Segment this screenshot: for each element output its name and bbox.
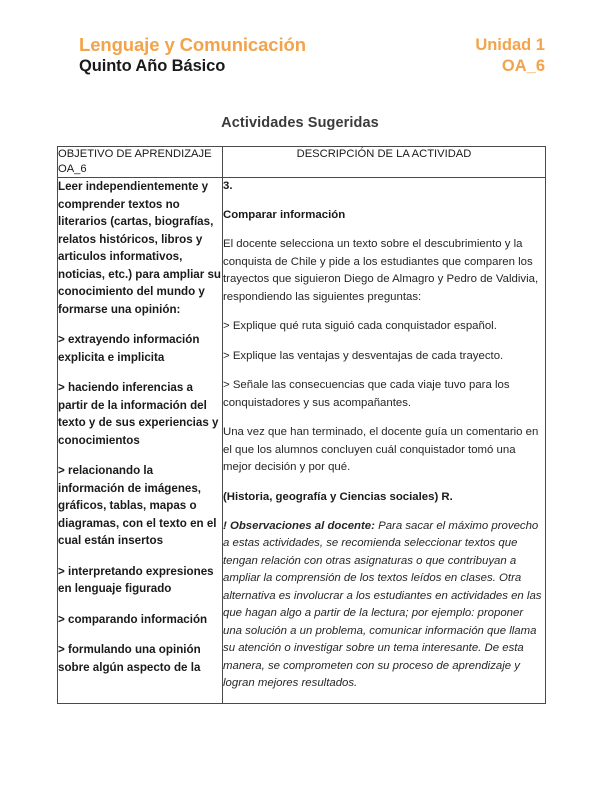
activity-table xyxy=(57,146,546,704)
teacher-note xyxy=(223,518,545,693)
page-header xyxy=(57,34,545,84)
teacher-note-body: Para sacar el máximo provecho a estas actividades, se recomienda seleccionar textos que tengan relación con otras asignaturas o que contribuyan a ampliar la comprensión de los textos leídos en clases. Otra alternativa es involucrar a los estudiantes en actividades en las que hagan algo a partir de la lectura; por ejemplo: proponer una solución a un problema, comunicar información que llama su atención o investigar sobre un tema interesante. De esta manera, se comprometen con su proceso de aprendizaje y logran mejores resultados. xyxy=(223,519,542,689)
activity-number: 3. xyxy=(223,180,233,192)
activity-intro-paragraph: El docente selecciona un texto sobre el descubrimiento y la conquista de Chile y pide a los estudiantes que comparen los trayectos que siguieron Diego de Almagro y Pedro de Valdivia, respondiendo las siguientes preguntas: xyxy=(223,238,539,303)
activity-closing-paragraph: Una vez que han terminado, el docente guía un comentario en el que los alumnos concluyen cuál conquistador tomó una mejor decisión y por qué. xyxy=(223,426,539,473)
objective-bullet-3: > relacionando la información de imágenes, gráficos, tablas, mapas o diagramas, con el texto en el cual están insertos xyxy=(58,464,217,547)
objective-bullet-4: > interpretando expresiones en lenguaje figurado xyxy=(58,564,214,595)
objective-bullet-5: > comparando información xyxy=(58,612,208,626)
description-cell xyxy=(223,178,546,704)
activity-question-2: > Explique las ventajas y desventajas de cada trayecto. xyxy=(223,349,504,362)
objective-intro: Leer independientemente y comprender textos no literarios (cartas, biografías, relatos históricos, libros y articulos informativos, noticias, etc.) para ampliar su conocimiento del mundo y formarse una opinión: xyxy=(58,180,222,316)
teacher-note-lead: ! Observaciones al docente: xyxy=(223,519,375,532)
objective-bullet-6: > formulando una opinión sobre algún aspecto de la xyxy=(58,643,201,674)
activity-heading: Comparar información xyxy=(223,209,346,221)
table-header-row xyxy=(58,147,546,178)
unit-label: Unidad 1 xyxy=(475,36,545,54)
activity-subject-tag: (Historia, geografía y Ciencias sociales) R. xyxy=(223,490,453,503)
table-row xyxy=(58,178,546,704)
header-right-block xyxy=(475,34,545,77)
page-title: Actividades Sugeridas xyxy=(221,115,379,131)
objective-bullet-2: > haciendo inferencias a partir de la información del texto y de sus experiencias y conocimientos xyxy=(58,381,219,447)
objective-bullet-1: > extrayendo información explicita e implicita xyxy=(58,333,200,364)
oa-code-label: OA_6 xyxy=(501,57,545,75)
activity-question-3: > Señale las consecuencias que cada viaje tuvo para los conquistadores y sus acompañantes. xyxy=(223,379,510,409)
grade-title: Quinto Año Básico xyxy=(79,57,226,75)
column-header-description: DESCRIPCIÓN DE LA ACTIVIDAD xyxy=(223,147,546,178)
column-header-objective: OBJETIVO DE APRENDIZAJE OA_6 xyxy=(58,147,223,178)
activity-question-1: > Explique qué ruta siguió cada conquistador español. xyxy=(223,320,497,332)
objective-cell xyxy=(58,178,223,704)
header-left-block xyxy=(79,34,306,77)
subject-title: Lenguaje y Comunicación xyxy=(79,34,306,55)
